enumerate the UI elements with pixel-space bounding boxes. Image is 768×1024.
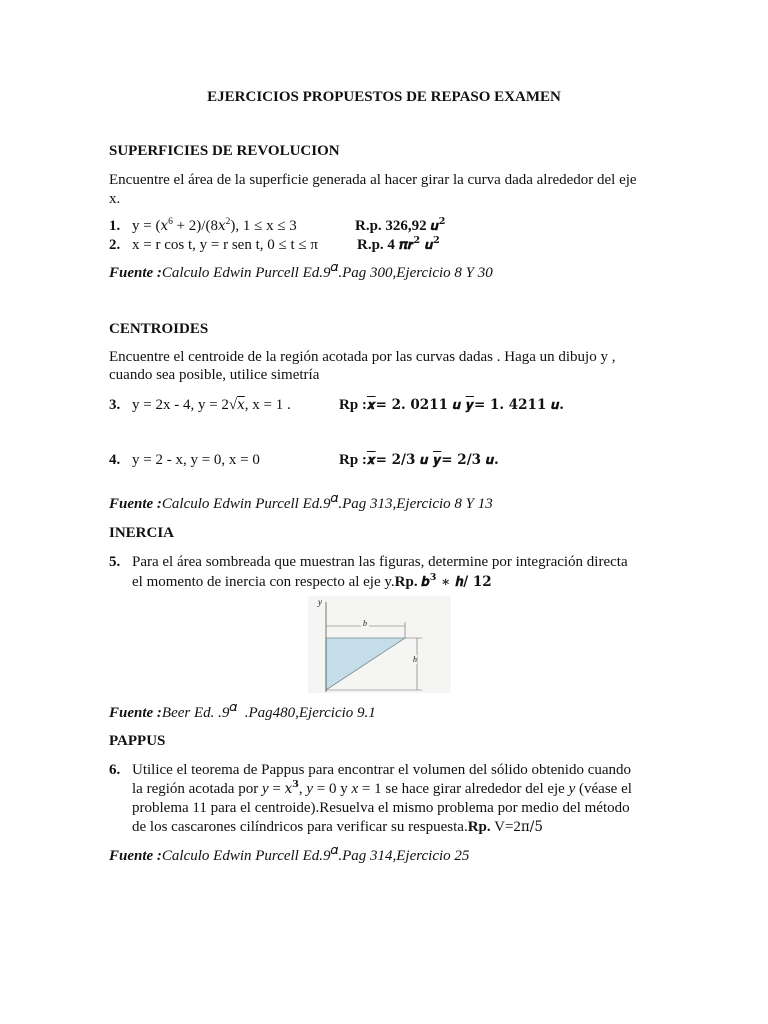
statement-part: y xyxy=(568,781,576,797)
answer-part: ∗ 𝒉/ 𝟏𝟐 xyxy=(436,574,492,590)
statement-part: = 1 se hace girar alrededor del eje xyxy=(358,781,569,797)
exercise-3 xyxy=(109,396,120,415)
statement-part: , xyxy=(298,781,307,797)
intro-text-centroides-cont: cuando sea posible, utilice simetría xyxy=(109,367,320,383)
answer-part: 𝝅𝒓 xyxy=(398,237,414,253)
formula-part: + 2)/(8 xyxy=(172,218,218,234)
statement-part: = 0 y xyxy=(313,781,352,797)
shaded-triangle xyxy=(326,638,405,690)
answer-part: 𝒖 xyxy=(420,237,434,253)
statement-part: 𝟑 xyxy=(292,780,299,790)
answer-part: 𝒚 xyxy=(465,397,474,413)
source-text: 𝛼 xyxy=(330,490,339,506)
answer-part: 𝒙 xyxy=(366,397,376,413)
section-heading-pappus: PAPPUS xyxy=(109,733,166,749)
formula-part: 6 xyxy=(168,217,173,227)
h-dimension-label: h xyxy=(413,655,417,664)
source-text: .Pag 300,Ejercicio 8 Y 30 xyxy=(338,265,493,281)
exercise-1-statement xyxy=(132,217,297,236)
exercise-number: 1. xyxy=(109,218,121,234)
answer-part: Rp : xyxy=(339,452,367,468)
formula-part: 2 xyxy=(225,217,231,227)
answer-part: R.p. 326,92 xyxy=(355,218,431,234)
answer-part: π/5 xyxy=(520,819,543,835)
source-label: Fuente : xyxy=(109,265,162,281)
source-text: Beer Ed. .9 xyxy=(161,705,230,721)
statement-part: el momento de inercia con respecto al eje y. xyxy=(132,574,395,590)
source-text: Calculo Edwin Purcell Ed.9 xyxy=(161,496,331,512)
source-citation-3 xyxy=(109,699,376,723)
exercise-1 xyxy=(109,217,120,236)
answer-part: 𝟐 xyxy=(438,217,446,227)
exercise-5 xyxy=(109,553,120,572)
source-text: 𝛼 xyxy=(229,699,238,715)
source-label: Fuente : xyxy=(109,705,162,721)
exercise-2-answer xyxy=(357,236,440,255)
exercise-number: 2. xyxy=(109,237,121,253)
exercise-2 xyxy=(109,236,120,255)
formula-part: , x = 1 . xyxy=(244,397,291,413)
b-dimension-label: b xyxy=(363,619,367,628)
intro-text-superficies: Encuentre el área de la superficie generada al hacer girar la curva dada alrededor del eje xyxy=(109,172,637,188)
exercise-number: 6. xyxy=(109,762,121,778)
answer-part: V=2 xyxy=(490,819,521,835)
exercise-6-statement-l3: problema 11 para el centroide).Resuelva el mismo problema por medio del método xyxy=(132,800,630,816)
answer-part: 𝟐 xyxy=(413,236,421,246)
section-heading-superficies: SUPERFICIES DE REVOLUCION xyxy=(109,143,340,159)
exercise-number: 4. xyxy=(109,452,121,468)
inertia-diagram xyxy=(308,596,451,693)
exercise-5-statement: Para el área sombreada que muestran las figuras, determine por integración directa xyxy=(132,554,628,570)
exercise-3-answer xyxy=(339,396,564,415)
formula-part: 𝑥 xyxy=(160,218,169,234)
intro-text-superficies-cont: x. xyxy=(109,191,121,207)
statement-part: y xyxy=(261,781,269,797)
section-heading-inercia: INERCIA xyxy=(109,525,175,541)
exercise-4 xyxy=(109,451,120,470)
source-label: Fuente : xyxy=(109,848,162,864)
source-citation-4 xyxy=(109,842,470,866)
answer-part: 𝒙 xyxy=(366,452,376,468)
answer-part: = 𝟐/𝟑 𝒖 xyxy=(375,452,434,468)
exercise-number: 5. xyxy=(109,554,121,570)
exercise-4-statement: y = 2 - x, y = 0, x = 0 xyxy=(132,452,260,468)
answer-part: 𝟑 xyxy=(429,573,437,583)
source-label: Fuente : xyxy=(109,496,162,512)
answer-part: R.p. 4 xyxy=(357,237,399,253)
formula-part: y = 2x - 4, y = 2 xyxy=(132,397,229,413)
source-text: Calculo Edwin Purcell Ed.9 xyxy=(161,265,331,281)
answer-part: Rp : xyxy=(339,397,367,413)
y-axis-label: y xyxy=(318,597,322,607)
answer-part: 𝒖 xyxy=(430,218,439,234)
answer-part: = 𝟐. 𝟎𝟐𝟏𝟏 𝒖 xyxy=(375,397,466,413)
answer-part: 𝒃 xyxy=(421,574,430,590)
source-citation-2 xyxy=(109,490,493,514)
answer-part: Rp. xyxy=(467,819,491,835)
exercise-6 xyxy=(109,761,120,780)
source-citation-1 xyxy=(109,259,493,283)
statement-part: x xyxy=(351,781,359,797)
answer-part: = 𝟐/𝟑 𝒖. xyxy=(441,452,499,468)
source-text: .Pag480,Ejercicio 9.1 xyxy=(237,705,376,721)
statement-part: y xyxy=(306,781,314,797)
exercise-1-answer xyxy=(355,217,445,236)
statement-part: la región acotada por xyxy=(132,781,262,797)
exercise-number: 3. xyxy=(109,397,121,413)
exercise-6-statement: Utilice el teorema de Pappus para encontrar el volumen del sólido obtenido cuando xyxy=(132,762,632,778)
source-text: .Pag 313,Ejercicio 8 Y 13 xyxy=(338,496,493,512)
inertia-figure xyxy=(308,596,451,693)
intro-text-centroides: Encuentre el centroide de la región acotada por las curvas dadas . Haga un dibujo y , xyxy=(109,349,616,365)
statement-part: 𝑥 xyxy=(284,781,293,797)
formula-part: y = ( xyxy=(132,218,161,234)
sqrt-symbol: √ xyxy=(228,397,238,413)
exercise-6-statement-l4 xyxy=(132,818,543,837)
exercise-2-statement: x = r cos t, y = r sen t, 0 ≤ t ≤ π xyxy=(132,237,318,253)
source-text: .Pag 314,Ejercicio 25 xyxy=(338,848,470,864)
source-text: 𝛼 xyxy=(330,259,339,275)
answer-part: 𝒚 xyxy=(433,452,442,468)
exercise-6-statement-l2 xyxy=(132,780,632,799)
formula-part: 𝑥 xyxy=(217,218,226,234)
page-title: EJERCICIOS PROPUESTOS DE REPASO EXAMEN xyxy=(207,89,561,105)
exercise-4-answer xyxy=(339,451,499,470)
section-heading-centroides: CENTROIDES xyxy=(109,321,209,337)
exercise-5-statement-cont xyxy=(132,573,492,592)
formula-part: ), 1 ≤ x ≤ 3 xyxy=(230,218,297,234)
formula-part: 𝑥 xyxy=(237,397,245,413)
exercise-3-statement xyxy=(132,396,291,415)
source-text: Calculo Edwin Purcell Ed.9 xyxy=(161,848,331,864)
answer-part: Rp. xyxy=(394,574,422,590)
source-text: 𝛼 xyxy=(330,842,339,858)
answer-part: 𝟐 xyxy=(433,236,440,246)
statement-part: de los cascarones cilíndricos para verificar su respuesta. xyxy=(132,819,468,835)
answer-part: = 𝟏. 𝟒𝟐𝟏𝟏 𝒖. xyxy=(473,397,565,413)
statement-part: (véase el xyxy=(575,781,632,797)
statement-part: = xyxy=(268,781,285,797)
